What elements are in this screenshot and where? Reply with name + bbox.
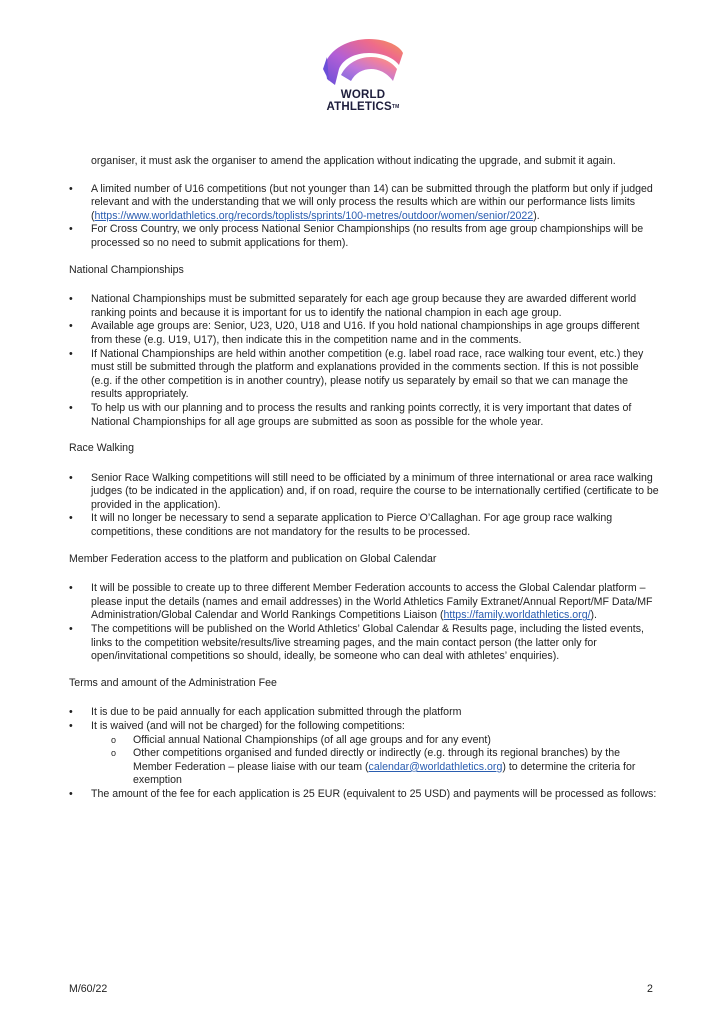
toplists-link[interactable]: https://www.worldathletics.org/records/toplists/sprints/100-metres/outdoor/women/senior/2022: [94, 209, 534, 222]
general-bullet-list: [69, 183, 659, 251]
logo-line2: ATHLETICS: [326, 101, 392, 113]
document-reference: M/60/22: [69, 983, 108, 995]
bullet-icon: •: [69, 347, 73, 360]
bullet-icon: •: [69, 401, 73, 414]
list-item: • A limited number of U16 competitions (but not younger than 14) can be submitted through the platform but only if judged relevant and with the understanding that we will only process the results which are within our performance lists limits (https://www.worldathletics.org/records/toplists/sprints/100-metres/outdoor/women/senior/2022).: [69, 182, 653, 222]
world-athletics-logo: [315, 35, 411, 125]
section-heading-race-walking: Race Walking: [69, 442, 134, 455]
list-item: • For Cross Country, we only process National Senior Championships (no results from age group championships will be processed so no need to submit applications for them).: [69, 223, 644, 249]
member-bullet-list: [69, 582, 659, 664]
bullet-icon: •: [69, 720, 73, 732]
fee-bullet-list: [69, 706, 659, 733]
sub-bullet-icon: o: [111, 734, 117, 745]
list-item: • The amount of the fee for each application is 25 EUR (equivalent to 25 USD) and payments will be processed as follows:: [69, 787, 657, 800]
bullet-icon: •: [69, 320, 73, 333]
list-item: • It will be possible to create up to three different Member Federation accounts to access the Global Calendar platform – please input the details (names and email addresses) in the World Athletics Family Extranet/Annual Report/MF Data/MF Administration/Global Calendar and World Rankings Competitions Liaison (https://family.worldathletics.org/).: [69, 582, 653, 622]
page-number: 2: [647, 983, 653, 995]
calendar-email-link[interactable]: calendar@worldathletics.org: [368, 760, 503, 773]
section-heading-national: National Championships: [69, 263, 184, 276]
list-item: • The competitions will be published on the World Athletics’ Global Calendar & Results page, including the listed events, links to the competition website/results/live streaming pages, and the main contact person (the latter only for open/invitational competitions so should, ideally, be someone who can deal with athletes’ enquiries).: [69, 623, 644, 663]
list-item: • Available age groups are: Senior, U23, U20, U18 and U16. If you hold national championships in age groups different from these (e.g. U19, U17), then indicate this in the competition name and in the comments.: [69, 320, 640, 346]
sub-list-item: o Official annual National Championships (of all age groups and for any event): [111, 733, 491, 746]
list-item: • It will no longer be necessary to send a separate application to Pierce O’Callaghan. For age group race walking competitions, these conditions are not mandatory for the results to be processed.: [69, 512, 613, 539]
sub-list-item: o Other competitions organised and funded directly or indirectly (e.g. through its regional branches) by the Member Federation – please liaise with our team (calendar@worldathletics.org) to determine the criteria for exemption: [111, 747, 636, 787]
list-item: • To help us with our planning and to process the results and ranking points correctly, it is very important that dates of National Championships for all age groups are submitted as soon as possible for the whole year.: [69, 401, 632, 428]
continued-paragraph: organiser, it must ask the organiser to amend the application without indicating the upgrade, and submit it again.: [91, 155, 616, 167]
world-athletics-logo-icon: [319, 35, 407, 87]
bullet-icon: •: [69, 512, 73, 525]
fee-bullet-list-2: [69, 788, 659, 802]
logo-line1: WORLD: [340, 89, 386, 101]
family-extranet-link[interactable]: https://family.worldathletics.org/: [443, 609, 591, 622]
bullet-icon: •: [69, 223, 73, 236]
national-bullet-list: [69, 293, 659, 429]
race-walking-bullet-list: [69, 472, 659, 540]
bullet-icon: •: [69, 706, 73, 719]
fee-sub-list: [69, 734, 659, 788]
bullet-icon: •: [69, 182, 73, 195]
list-item: • If National Championships are held within another competition (e.g. label road race, race walking tour event, etc.) they must still be submitted through the platform and explanations provided in the comments section. If this is not possible (e.g. if the other competition is in another country), please notify us separately by email so that we can manage the results appropriately.: [69, 347, 644, 401]
sub-bullet-icon: o: [111, 748, 117, 759]
list-item: • It is waived (and will not be charged) for the following competitions:: [69, 720, 405, 732]
section-heading-admin-fee: Terms and amount of the Administration Fee: [69, 676, 277, 689]
list-item: • It is due to be paid annually for each application submitted through the platform: [69, 706, 462, 719]
document-body: [69, 155, 659, 802]
bullet-icon: •: [69, 582, 73, 595]
list-item: • Senior Race Walking competitions will still need to be officiated by a minimum of three international or area race walking judges (to be indicated in the application) and, if on road, require the course to be internationally certified (certificate to be provided in the application).: [69, 471, 659, 511]
bullet-icon: •: [69, 623, 73, 636]
section-heading-member-federation: Member Federation access to the platform and publication on Global Calendar: [69, 552, 437, 565]
bullet-icon: •: [69, 471, 73, 484]
logo-tm: TM: [391, 104, 400, 110]
bullet-icon: •: [69, 787, 73, 800]
list-item: • National Championships must be submitted separately for each age group because they are awarded different world ranking points and because it is important for us to identify the national champion in each age group.: [69, 293, 637, 319]
bullet-icon: •: [69, 293, 73, 306]
